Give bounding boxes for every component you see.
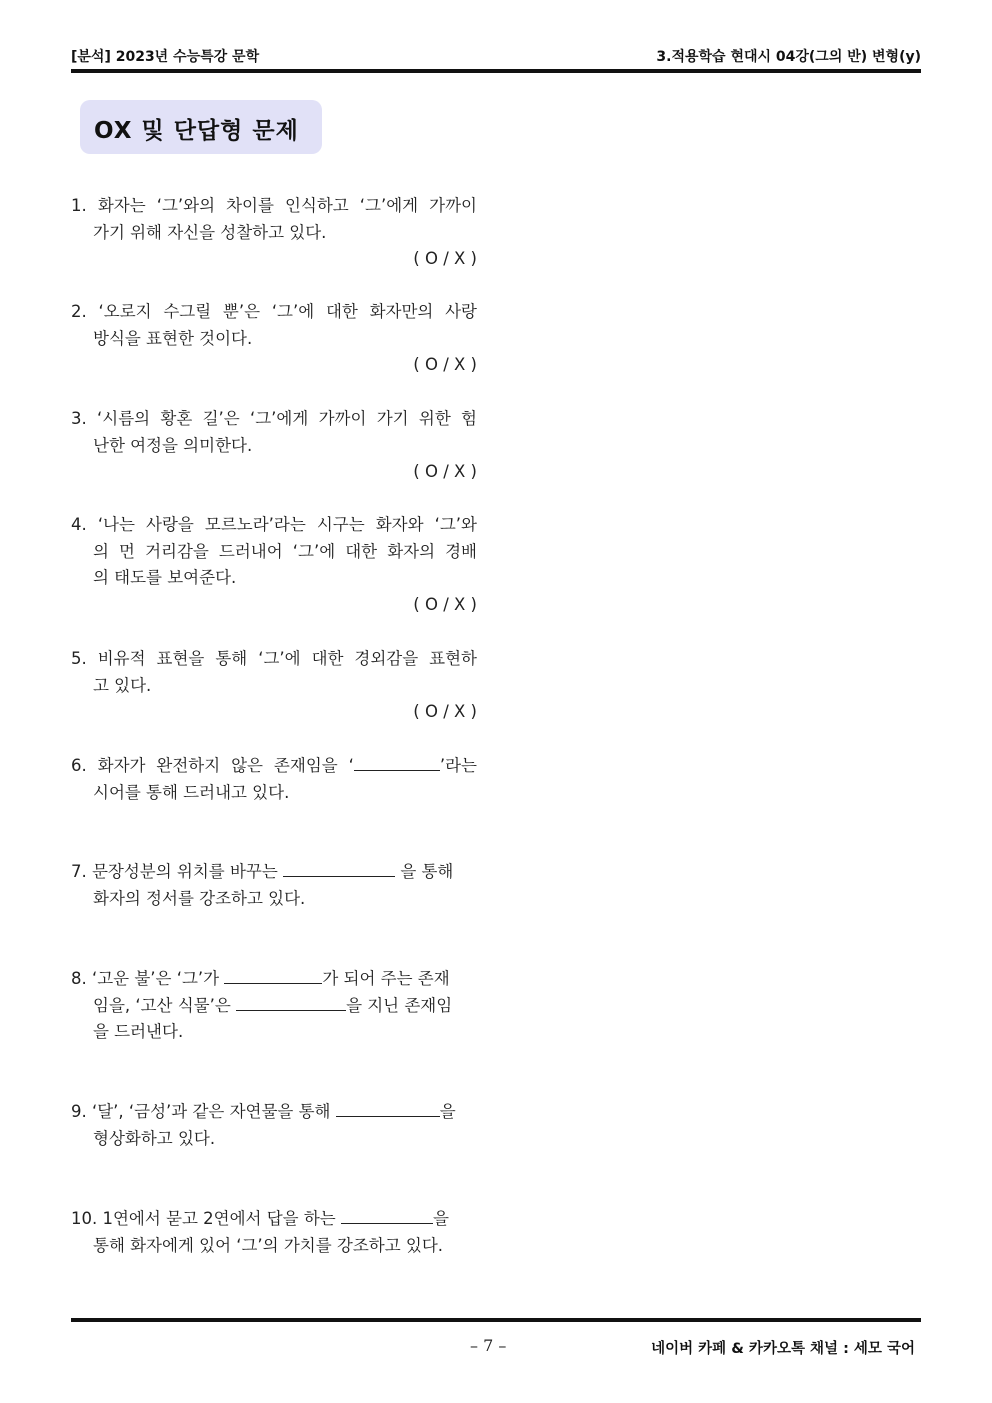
question-text-line: 난한 여정을 의미한다. <box>93 435 253 455</box>
question-5 <box>71 646 477 726</box>
question-text-line: 통해 화자에게 있어 ‘그’의 가치를 강조하고 있다. <box>93 1235 444 1255</box>
question-text-line: 4. ‘나는 사랑을 모르노라’라는 시구는 화자와 ‘그’와 <box>71 515 477 534</box>
ox-answer-mark: ( O / X ) <box>413 249 477 269</box>
answer-blank[interactable] <box>283 860 395 877</box>
question-text: 을 통해 <box>400 862 454 881</box>
header-right-title: 3.적용학습 현대시 04강(그의 반) 변형(y) <box>656 49 921 65</box>
question-text-line <box>71 753 477 780</box>
question-text-line: 의 먼 거리감을 드러내어 ‘그’에 대한 화자의 경배 <box>93 541 477 561</box>
question-2 <box>71 299 477 379</box>
question-7 <box>71 859 477 912</box>
answer-blank[interactable] <box>224 967 322 984</box>
page-number: – 7 – <box>470 1336 507 1355</box>
ox-answer-mark: ( O / X ) <box>413 462 477 482</box>
question-text-line: 형상화하고 있다. <box>93 1128 216 1148</box>
question-text-line <box>71 1206 477 1233</box>
question-text-line <box>71 966 477 993</box>
footer-channel: 네이버 카페 & 카카오톡 채널 : 세모 국어 <box>651 1341 915 1357</box>
question-text: 을 <box>439 1102 456 1121</box>
page-header <box>71 44 921 66</box>
question-text-line: 가기 위해 자신을 성찰하고 있다. <box>93 222 327 242</box>
question-text-line: 방식을 표현한 것이다. <box>93 328 253 348</box>
question-6 <box>71 753 477 806</box>
question-10 <box>71 1206 477 1259</box>
question-text: 을 <box>432 1209 449 1228</box>
question-text-line: 고 있다. <box>93 675 152 695</box>
answer-blank[interactable] <box>354 754 440 771</box>
question-text-line: 의 태도를 보여준다. <box>93 568 237 588</box>
section-title-box <box>80 100 322 154</box>
section-title: OX 및 단답형 문제 <box>94 118 299 144</box>
question-1 <box>71 193 477 273</box>
question-text: 7. 문장성분의 위치를 바꾸는 <box>71 862 278 881</box>
question-text-line: 3. ‘시름의 황혼 길’은 ‘그’에게 가까이 가기 위한 험 <box>71 409 477 428</box>
question-text-line: 시어를 통해 드러내고 있다. <box>93 782 290 802</box>
answer-blank[interactable] <box>336 1100 440 1117</box>
question-text-line: 2. ‘오로지 수그릴 뿐’은 ‘그’에 대한 화자만의 사랑 <box>71 302 477 321</box>
answer-blank[interactable] <box>236 994 346 1011</box>
question-text-line <box>71 1099 477 1126</box>
question-text: 9. ‘달’, ‘금성’과 같은 자연물을 통해 <box>71 1102 331 1121</box>
question-text-line: 1. 화자는 ‘그’와의 차이를 인식하고 ‘그’에게 가까이 <box>71 196 477 215</box>
ox-answer-mark: ( O / X ) <box>413 355 477 375</box>
footer-rule <box>71 1318 921 1322</box>
question-text-line: 을 드러낸다. <box>93 1022 184 1042</box>
question-4 <box>71 512 477 618</box>
header-left-title: [분석] 2023년 수능특강 문학 <box>71 49 260 65</box>
question-8 <box>71 966 477 1046</box>
question-text-line: 5. 비유적 표현을 통해 ‘그’에 대한 경외감을 표현하 <box>71 649 477 668</box>
question-text: 8. ‘고운 불’은 ‘그’가 <box>71 969 220 988</box>
question-text: 가 되어 주는 존재 <box>322 969 450 988</box>
ox-answer-mark: ( O / X ) <box>413 594 477 614</box>
header-rule <box>71 69 921 73</box>
question-text-line <box>71 993 477 1020</box>
question-3 <box>71 406 477 486</box>
question-text-line <box>71 859 477 886</box>
answer-blank[interactable] <box>341 1207 433 1224</box>
question-text: 6. 화자가 완전하지 않은 존재임을 ‘ <box>71 756 354 775</box>
question-text-line: 화자의 정서를 강조하고 있다. <box>93 888 306 908</box>
question-9 <box>71 1099 477 1152</box>
question-text: ’라는 <box>439 756 477 775</box>
question-text: 을 지닌 존재임 <box>346 995 453 1015</box>
question-text: 10. 1연에서 묻고 2연에서 답을 하는 <box>71 1209 336 1228</box>
question-text: 임을, ‘고산 식물’은 <box>93 995 231 1015</box>
ox-answer-mark: ( O / X ) <box>413 702 477 722</box>
